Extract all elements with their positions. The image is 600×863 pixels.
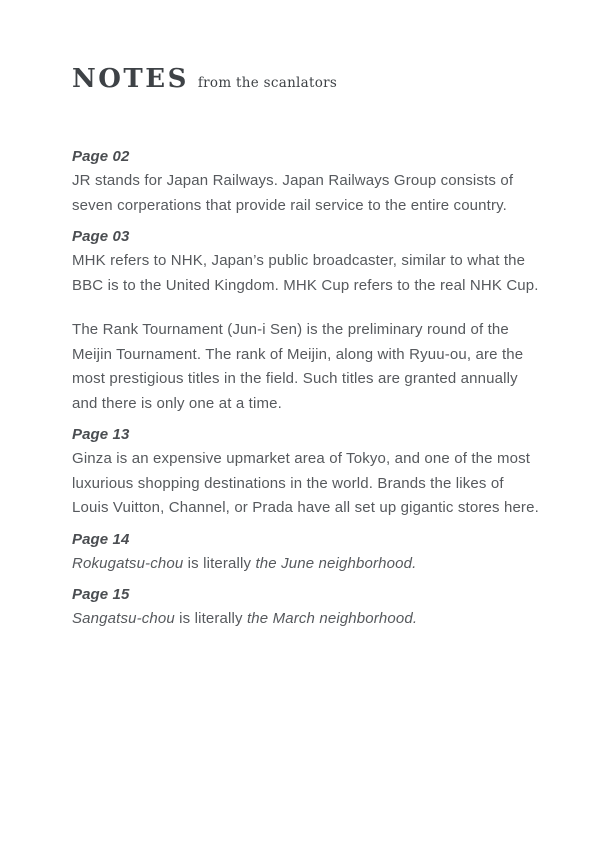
text-line: most prestigious titles in the field. Such titles are granted annually <box>72 370 518 387</box>
text-line: Ginza is an expensive upmarket area of Tokyo, and one of the most <box>72 450 531 467</box>
section-heading: Page 03 <box>72 228 130 245</box>
text-line <box>72 607 550 632</box>
text-line: luxurious shopping destinations in the world. Brands the likes of <box>72 474 504 492</box>
section-heading: Page 14 <box>72 530 130 548</box>
paragraph <box>72 447 550 521</box>
definition-italic: the June neighborhood. <box>255 554 417 572</box>
section-page-14 <box>72 528 550 577</box>
term-italic: Sangatsu-chou <box>72 610 175 627</box>
plain-text: is literally <box>174 610 247 627</box>
paragraph <box>72 552 550 577</box>
text-line: Meijin Tournament. The rank of Meijin, along with Ryuu-ou, are the <box>72 345 524 363</box>
section-page-02 <box>72 145 550 218</box>
text-line: BBC is to the United Kingdom. MHK Cup refers to the real NHK Cup. <box>72 276 539 294</box>
paragraph <box>72 318 550 416</box>
text-line: MHK refers to NHK, Japan’s public broadcaster, similar to what the <box>72 252 526 269</box>
section-heading: Page 02 <box>72 148 130 165</box>
notes-page <box>0 63 600 632</box>
text-line: seven corperations that provide rail service to the entire country. <box>72 196 507 214</box>
text-line: JR stands for Japan Railways. Japan Railways Group consists of <box>72 172 514 189</box>
section-page-13 <box>72 423 550 521</box>
page-subtitle: from the scanlators <box>197 75 338 91</box>
text-line <box>72 552 550 577</box>
definition-italic: the March neighborhood. <box>246 610 418 627</box>
text-line: The Rank Tournament (Jun-i Sen) is the preliminary round of the <box>72 321 509 338</box>
text-line: and there is only one at a time. <box>72 394 282 412</box>
text-line: Louis Vuitton, Channel, or Prada have all set up gigantic stores here. <box>72 499 539 516</box>
term-italic: Rokugatsu-chou <box>72 554 184 572</box>
paragraph <box>72 249 550 298</box>
section-heading: Page 15 <box>72 586 130 603</box>
paragraph <box>72 607 550 632</box>
section-heading: Page 13 <box>72 426 130 443</box>
page-header <box>72 63 550 95</box>
section-page-03 <box>72 225 550 416</box>
section-page-15 <box>72 583 550 632</box>
paragraph <box>72 169 550 218</box>
plain-text: is literally <box>183 554 256 572</box>
page-title: NOTES <box>72 64 189 94</box>
